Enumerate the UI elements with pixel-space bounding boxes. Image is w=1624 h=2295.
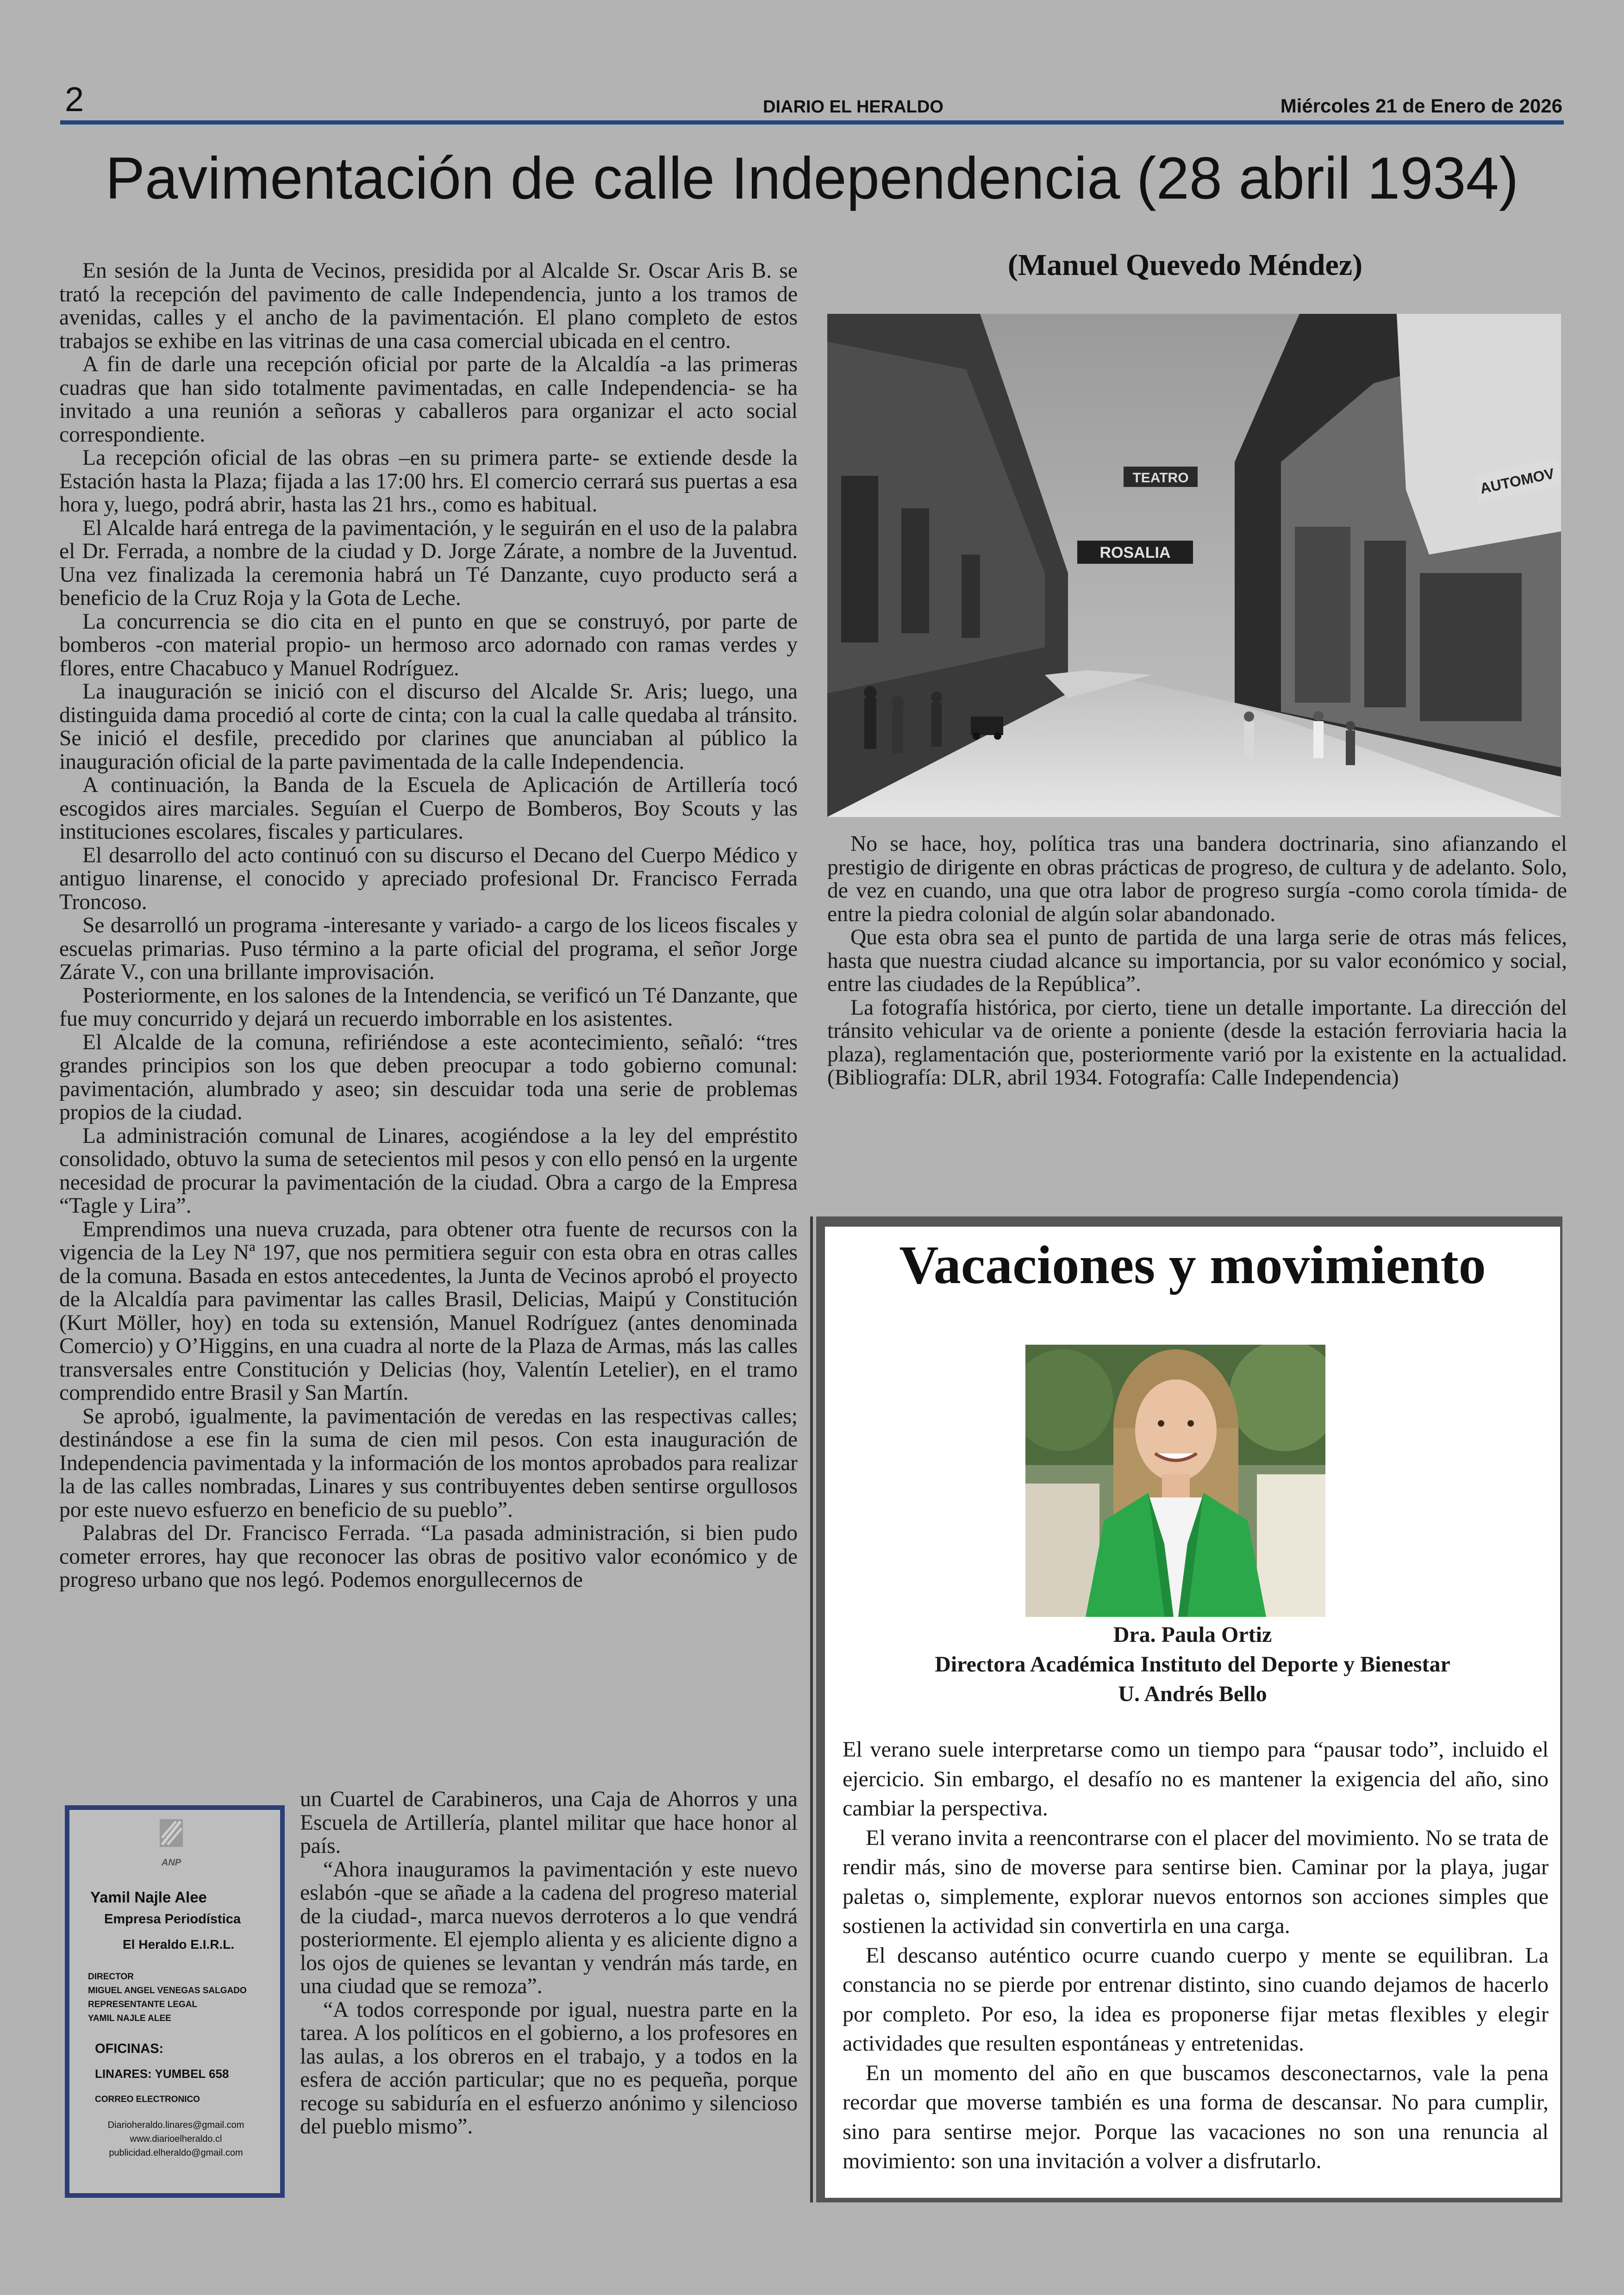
portrait-illustration <box>1025 1345 1325 1617</box>
opinion-paragraph: El verano suele interpretarse como un tiempo para “pausar todo”, incluido el ejercicio. Sin embargo, el desafío no es mantener la exigencia del año, sino cambiar la perspectiva. <box>843 1737 1549 1821</box>
sign-rosalia: ROSALIA <box>1099 544 1171 561</box>
column-divider <box>810 1216 813 2202</box>
legal-rep-name: YAMIL NAJLE ALEE <box>88 2014 171 2023</box>
opinion-paragraph: El descanso auténtico ocurre cuando cuerpo y mente se equilibran. La constancia no se pierde por entrenar distinto, sino cuando dejamos de hacerlo por completo. Por eso, la idea es proponerse fijar metas flexibles y elegir actividades que resulten espontáneas y entretenidas. <box>843 1943 1549 2056</box>
article-paragraph: El Alcalde de la comuna, refiriéndose a este acontecimiento, señaló: “tres grandes principios son los que deben preocupar a todo gobierno comunal: pavimentación, alumbrado y aseo; sin descuidar toda una serie de problemas propios de la ciudad. <box>59 1030 798 1124</box>
sign-automov: AUTOMOV <box>1478 465 1556 497</box>
publisher-company-line1: Empresa Periodística <box>104 1912 241 1927</box>
article-paragraph: A continuación, la Banda de la Escuela de Aplicación de Artillería tocó escogidos aires marciales. Seguían el Cuerpo de Bomberos, Boy Scouts y las instituciones escolares, fiscales y particulares. <box>59 773 798 844</box>
article-paragraph: La concurrencia se dio cita en el punto en que se construyó, por parte de bomberos -con material propio- un hermoso arco adornado con ramas verdes y flores, entre Chacabuco y Manuel Rodríguez. <box>59 609 798 680</box>
article-paragraph: La fotografía histórica, por cierto, tiene un detalle importante. La dirección del tránsito vehicular va de oriente a poniente (desde la estación ferroviaria hacia la plaza), reglamentación que, posteriormente varió por la existente en la actualidad. (Bibliografía: DLR, abril 1934. Fotografía: Calle Independencia) <box>827 995 1567 1090</box>
article-paragraph: El Alcalde hará entrega de la pavimentación, y le seguirán en el uso de la palabra el Dr. Ferrada, a nombre de la ciudad y D. Jorge Zárate, a nombre de la Juventud. Una vez finalizada la ceremonia habrá un Té Danzante, cuyo producto será a beneficio de la Cruz Roja y la Gota de Leche. <box>59 516 798 610</box>
email-label: CORREO ELECTRONICO <box>95 2095 200 2104</box>
header-rule <box>60 120 1564 125</box>
offices-label: OFICINAS: <box>95 2041 164 2056</box>
article-paragraph: Que esta obra sea el punto de partida de una larga serie de otras más felices, hasta que nuestra ciudad alcance su importancia, por su valor económico y social, entre las ciudades de la República”. <box>827 925 1567 996</box>
opinion-paragraph: El verano invita a reencontrarse con el placer del movimiento. No se trata de rendir más, sino de moverse para sentirse bien. Caminar por la playa, jugar paletas o, simplemente, explorar nuevos entornos son acciones simples que sostienen la actividad sin convertirla en una carga. <box>843 1825 1549 1938</box>
offices-address: LINARES: YUMBEL 658 <box>95 2067 229 2081</box>
article-headline: Pavimentación de calle Independencia (28 abril 1934) <box>105 145 1519 212</box>
issue-date: Miércoles 21 de Enero de 2026 <box>1280 95 1562 117</box>
article-paragraph: un Cuartel de Carabineros, una Caja de Ahorros y una Escuela de Artillería, plantel militar que hace honor al país. <box>300 1787 798 1858</box>
director-label: DIRECTOR <box>88 1972 134 1982</box>
anp-logo-icon <box>148 1817 194 1861</box>
opinion-body <box>843 1735 1549 2176</box>
article-paragraph: Posteriormente, en los salones de la Intendencia, se verificó un Té Danzante, que fue muy concurrido y dejará un recuerdo imborrable en los asistentes. <box>59 983 798 1031</box>
anp-logo-text: ANP <box>161 1858 181 1868</box>
article-paragraph: El desarrollo del acto continuó con su discurso el Decano del Cuerpo Médico y antiguo linarense, el conocido y apreciado profesional Dr. Francisco Ferrada Troncoso. <box>59 843 798 914</box>
page-number: 2 <box>65 80 84 118</box>
article-paragraph: La recepción oficial de las obras –en su primera parte- se extiende desde la Estación hasta la Plaza; fijada a las 17:00 hrs. El comercio cerrará sus puertas a esa hora y, luego, podrá abrir, hasta las 21 hrs., como es habitual. <box>59 446 798 517</box>
sign-teatro: TEATRO <box>1132 470 1189 486</box>
article-paragraph: A fin de darle una recepción oficial por parte de la Alcaldía -a las primeras cuadras que han sido totalmente pavimentadas, en calle Independencia- se ha invitado a una reunión a señoras y caballeros para organizar el acto social correspondiente. <box>59 352 798 447</box>
article-paragraph: Emprendimos una nueva cruzada, para obtener otra fuente de recursos con la vigencia de la Ley Nª 197, que nos permitiera seguir con esta obra en otras calles de la comuna. Basada en estos antecedentes, la Junta de Vecinos aprobó el proyecto de la Alcaldía para pavimentar las calles Brasil, Delicias, Maipú y Constitución (Kurt Möller, hoy) en toda su extensión, Manuel Rodríguez (antes denominada Comercio) y O’Higgins, en una cuadra al norte de la Plaza de Armas, más las calles transversales entre Constitución y Delicias (hoy, Valentín Letelier), en el tramo comprendido entre Brasil y San Martín. <box>59 1217 798 1405</box>
historic-street-photo <box>827 314 1561 817</box>
article-paragraph: La inauguración se inició con el discurso del Alcalde Sr. Aris; luego, una distinguida dama procedió al corte de cinta; con la cual la calle quedaba al tránsito. Se inició el desfile, precedido por clarines que anunciaban al público la inauguración oficial de la parte pavimentada de la calle Independencia. <box>59 680 798 774</box>
article-right-column <box>827 832 1567 1090</box>
author-name: Dra. Paula Ortiz <box>1113 1622 1272 1647</box>
opinion-paragraph: En un momento del año en que buscamos desconectarnos, vale la pena recordar que moverse también es una forma de descansar. No para cumplir, sino para sentirse mejor. Porque las vacaciones no son una renuncia al movimiento: son una invitación a volver a disfrutarlo. <box>843 2060 1549 2173</box>
article-paragraph: “A todos corresponde por igual, nuestra parte en la tarea. A los políticos en el gobierno, a los profesores en las aulas, a los obreros en el trabajo, y a todos en la esfera de acción particular; que no es pequeña, porque recoge su sabiduría en el esfuerzo anónimo y silencioso del pueblo mismo”. <box>300 1997 798 2139</box>
publisher-info-box <box>65 1805 285 2198</box>
article-paragraph: “Ahora inauguramos la pavimentación y este nuevo eslabón -que se añade a la cadena del progreso material de la ciudad-, marca nuevos derroteros a lo que vendrá posteriormente. El ejemplo alienta y es aliciente digno a los ojos de quienes se levantan y vendrán más tarde, en una ciudad que se remoza”. <box>300 1857 798 1998</box>
article-paragraph: Palabras del Dr. Francisco Ferrada. “La pasada administración, si bien pudo cometer errores, hay que reconocer las obras de positivo valor económico y de progreso urbano que nos legó. Podemos enorgullecernos de <box>59 1521 798 1592</box>
article-paragraph: No se hace, hoy, política tras una bandera doctrinaria, sino afianzando el prestigio de dirigente en obras prácticas de progreso, de cultura y de adelanto. Solo, de vez en cuando, una que otra labor de progreso surgía -como corola tímida- de entre la piedra colonial de algún solar abandonado. <box>827 832 1567 926</box>
article-author: (Manuel Quevedo Méndez) <box>1007 248 1363 282</box>
website-link[interactable]: www.diarioelheraldo.cl <box>130 2134 222 2144</box>
article-paragraph: Se desarrolló un programa -interesante y variado- a cargo de los liceos fiscales y escuelas primarias. Puso término a la parte oficial del programa, el señor Jorge Zárate V., con una brillante improvisación. <box>59 913 798 984</box>
legal-rep-label: REPRESENTANTE LEGAL <box>88 2000 198 2009</box>
newspaper-name: DIARIO EL HERALDO <box>763 97 943 117</box>
director-name: MIGUEL ANGEL VENEGAS SALGADO <box>88 1986 247 1996</box>
opinion-title: Vacaciones y movimiento <box>899 1235 1486 1295</box>
article-paragraph: La administración comunal de Linares, acogiéndose a la ley del empréstito consolidado, obtuvo la suma de setecientos mil pesos y con ello pensó en la urgente necesidad de procurar la pavimentación de la ciudad. Obra a cargo de la Empresa “Tagle y Lira”. <box>59 1123 798 1218</box>
article-paragraph: En sesión de la Junta de Vecinos, presidida por al Alcalde Sr. Oscar Aris B. se trató la recepción del pavimento de calle Independencia, junto a los tramos de avenidas, calles y el ancho de la pavimentación. El plano completo de estos trabajos se exhibe en las vitrinas de una casa comercial ubicada en el centro. <box>59 259 798 353</box>
author-portrait <box>1025 1345 1325 1617</box>
article-wrap-column <box>300 1788 798 2139</box>
author-role: Directora Académica Instituto del Deporte y Bienestar <box>935 1652 1450 1677</box>
article-paragraph: Se aprobó, igualmente, la pavimentación de veredas en las respectivas calles; destinándose a ese fin la suma de cien mil pesos. Con esta inauguración de Independencia pavimentada y la información de los montos aprobados para realizar la de las calles nombradas, Linares y sus contribuyentes deben sentirse orgullosos por este nuevo esfuerzo en beneficio de su pueblo”. <box>59 1404 798 1522</box>
publisher-name: Yamil Najle Alee <box>90 1889 207 1906</box>
email-link-1[interactable]: Diarioheraldo.linares@gmail.com <box>107 2120 244 2130</box>
email-link-2[interactable]: publicidad.elheraldo@gmail.com <box>109 2148 243 2158</box>
publisher-company-line2: El Heraldo E.I.R.L. <box>123 1937 235 1952</box>
street-photo-illustration <box>827 314 1561 817</box>
article-left-column <box>59 259 798 1592</box>
author-institution: U. Andrés Bello <box>1118 1682 1267 1706</box>
